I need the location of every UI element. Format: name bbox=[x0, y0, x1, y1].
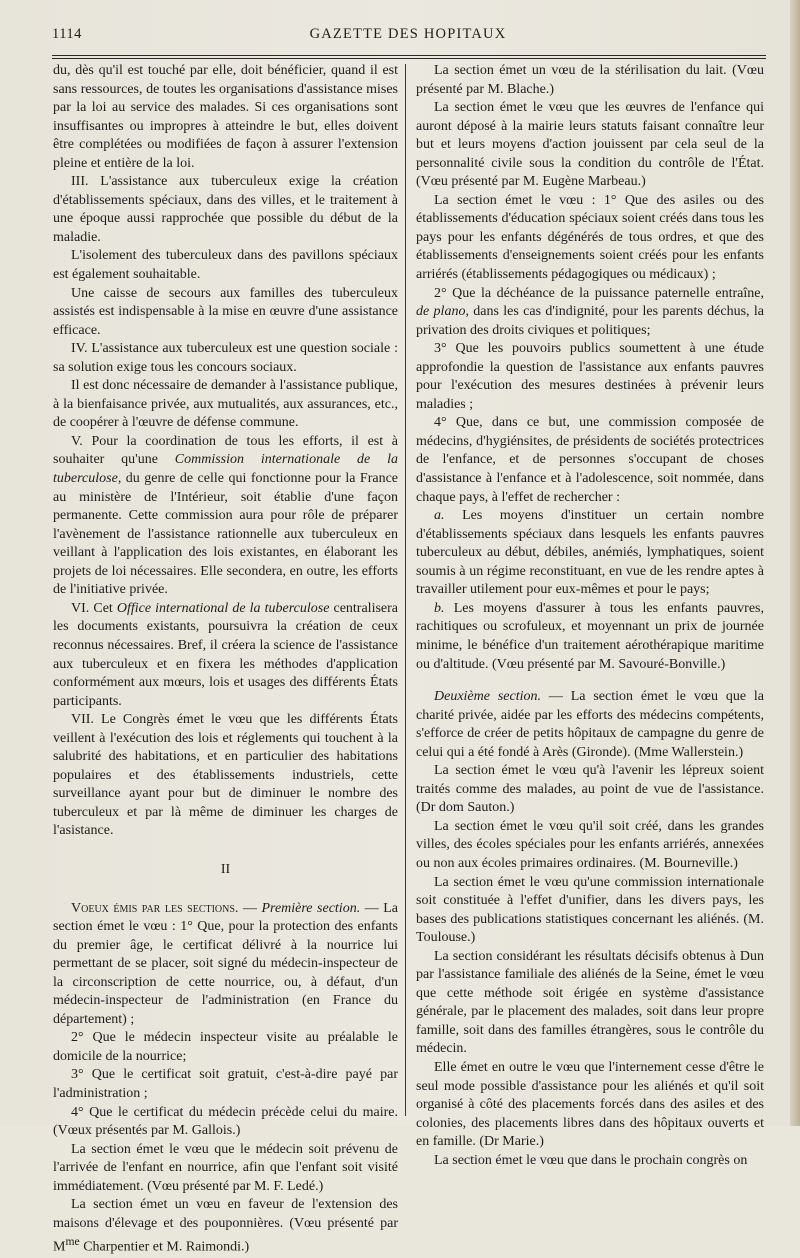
paragraph: b. Les moyens d'assurer à tous les enfants pauvres, rachitiques ou scrofuleux, et moyennant un prix de journée minime, le bénéfice d'un traitement aérothérapique maritime ou d'altitude. (Vœu présenté par M. Savouré-Bonville.) bbox=[416, 600, 764, 672]
paragraph: du, dès qu'il est touché par elle, doit bénéficier, quand il est sans ressources, de toutes les organisations d'assistance mises par la loi au service des malades. Si ces organisations sont insuffisantes ou impropres à atteindre le but, elles doivent être complétées ou modifiées de façon à assurer l'extension pleine et entière de la loi. bbox=[53, 63, 398, 171]
italic-text: Première section. bbox=[261, 900, 361, 916]
italic-text: b. bbox=[434, 600, 445, 616]
paragraph: VII. Le Congrès émet le vœu que les différents États veillent à l'exécution des lois et réglements qui touchent à la salubrité des habitations, et en particulier des habitations populaires et des établissements industriels, cette surveillance ayant pour but de diminuer le nombre des tuberculeux et par là même de diminuer les charges de l'asistance. bbox=[53, 712, 398, 839]
paragraph: La section considérant les résultats décisifs obtenus à Dun par l'assistance familiale des aliénés de la Seine, émet le vœu que cette méthode soit érigée en système d'assistance générale, par le placement des malades, soit dans leur propre famille, soit dans des familles étrangères, sous le contrôle du médecin. bbox=[416, 948, 764, 1057]
paragraph: La section émet un vœu de la stérilisation du lait. (Vœu présenté par M. Blache.) bbox=[416, 63, 764, 97]
paragraph: Une caisse de secours aux familles des tuberculeux assistés est indispensable à la mise en œuvre d'une assistance efficace. bbox=[53, 285, 398, 338]
superscript: me bbox=[65, 1235, 80, 1249]
header-rule-double bbox=[52, 58, 766, 59]
italic-text: Office international de la tuberculose bbox=[116, 600, 330, 616]
left-column bbox=[53, 62, 398, 1258]
paragraph: III. L'assistance aux tuberculeux exige la création d'établissements spéciaux, dans des villes, et le traitement à une époque aussi rapprochée que possible du début de la maladie. bbox=[53, 174, 398, 245]
paragraph: Elle émet en outre le vœu que l'internement cesse d'être le seul mode possible d'assistance pour les aliénés et qu'il soit organisé à côté des placements forcés dans des asiles et des colonies, des placements libres dans des hôpitaux ouverts et en famille. (Dr Marie.) bbox=[416, 1059, 764, 1150]
section-spacer bbox=[416, 674, 764, 688]
paragraph: La section émet le vœu que les œuvres de l'enfance qui auront déposé à la mairie leurs statuts faisant connaître leur but et leurs moyens d'action jouissent par cela seul de la personnalité civile sous la condition du contrôle de l'État. (Vœu présenté par M. Eugène Marbeau.) bbox=[416, 100, 764, 190]
running-title: GAZETTE DES HOPITAUX bbox=[309, 26, 507, 42]
paragraph: La section émet le vœu qu'à l'avenir les lépreux soient traités comme des malades, au point de vue de l'assistance. (Dr dom Sauton.) bbox=[416, 763, 764, 816]
paragraph: Voeux émis par les sections. — Première section. — La section émet le vœu : 1° Que, pour la protection des enfants du premier âge, le certificat délivré à la nourrice lui permettant de se placer, soit signé du médecin-inspecteur de la circonscription de cette nourrice, ou, à défaut, d'un médecin-inspecteur de l'administration (en France du département) ; bbox=[53, 900, 398, 1027]
header-rule bbox=[52, 55, 766, 56]
paragraph: 3° Que le certificat soit gratuit, c'est-à-dire payé par l'administration ; bbox=[53, 1067, 398, 1101]
small-caps-heading: Voeux émis par les sections. bbox=[71, 900, 239, 916]
paragraph: La section émet le vœu que dans le prochain congrès on bbox=[434, 1152, 748, 1168]
paragraph: La section émet le vœu : 1° Que des asiles ou des établissements d'éducation spéciaux soient créés dans tous les pays pour les enfants dégénérés de tous ordres, et que des établissements d'enseignements soient créés pour les enfants arriérés (établissements pédagogiques ou médicaux) ; bbox=[416, 192, 764, 283]
paragraph: Deuxième section. — La section émet le vœu que la charité privée, aidée par les efforts des médecins compétents, s'efforce de créer de petits hôpitaux de campagne du genre de celui qui a été fondé à Arès (Gironde). (Mme Wallerstein.) bbox=[416, 689, 764, 760]
section-heading: II bbox=[220, 861, 231, 877]
paragraph: L'isolement des tuberculeux dans des pavillons spéciaux est également souhaitable. bbox=[53, 248, 398, 283]
right-column bbox=[416, 62, 764, 1170]
italic-text: de plano bbox=[416, 304, 466, 320]
italic-text: Commission internationale de la tuberculose bbox=[53, 452, 398, 487]
page-number: 1114 bbox=[52, 26, 82, 42]
paragraph: 2° Que le médecin inspecteur visite au préalable le domicile de la nourrice; bbox=[53, 1030, 398, 1064]
paragraph: La section émet le vœu qu'une commission internationale soit constituée à l'effet d'unifier, dans les divers pays, les bases des publications statistiques concernant les aliénés. (M. Toulouse.) bbox=[416, 874, 764, 946]
paragraph: 3° Que les pouvoirs publics soumettent à une étude approfondie la question de l'assistance aux enfants pauvres pour l'exécution des mesures destinées à prévenir leurs maladies ; bbox=[416, 341, 764, 412]
italic-text: a. bbox=[434, 508, 445, 524]
page-edge-shadow bbox=[790, 0, 800, 1126]
paragraph: 4° Que le certificat du médecin précède celui du maire. (Vœux présentés par M. Gallois.) bbox=[53, 1104, 398, 1139]
italic-text: Deuxième section. bbox=[434, 689, 541, 705]
paragraph: La section émet le vœu que le médecin soit prévenu de l'arrivée de l'enfant en nourrice, afin que l'enfant soit visité immédiatement. (Vœu présenté par M. F. Ledé.) bbox=[53, 1141, 398, 1194]
paragraph: IV. L'assistance aux tuberculeux est une question sociale : sa solution exige tous les concours sociaux. bbox=[53, 341, 398, 375]
page-header bbox=[52, 26, 764, 50]
paragraph: a. Les moyens d'instituer un certain nombre d'établissements spéciaux dans lesquels les enfants pauvres tuberculeux au début, débiles, anémiés, lymphatiques, soient soumis à un régime reconstituant, en vue de les rendre aptes à travailler utilement pour eux-mêmes et pour le pays; bbox=[416, 508, 764, 598]
paragraph: V. Pour la coordination de tous les efforts, il est à souhaiter qu'une Commission internationale de la tuberculose, du genre de celle qui fonctionne pour la France au ministère de l'Intérieur, soit établie d'une façon permanente. Cette commission aura pour rôle de préparer l'avènement de l'assistance rationnelle aux tuberculeux en veillant à l'application des lois existantes, en élaborant les projets de loi nécessaires. Elle secondera, en outre, les efforts de l'initiative privée. bbox=[53, 433, 398, 598]
paragraph: VI. Cet Office international de la tuberculose centralisera les documents existants, poursuivra la création de ceux reconnus nécessaires. Bref, il créera la science de l'assistance aux tuberculeux et en fixera les méthodes d'application conformément aux mœurs, lois et usages des différents États participants. bbox=[53, 600, 398, 709]
paragraph: 4° Que, dans ce but, une commission composée de médecins, d'hygiénsites, de présidents de sociétés protectrices de l'enfance, et de personnes s'occupant de choses d'assistance à l'enfance et à l'adolescence, soit nommée, dans chaque pays, à l'effet de rechercher : bbox=[416, 415, 764, 505]
paragraph: Il est donc nécessaire de demander à l'assistance publique, à la bienfaisance privée, aux mutualités, aux assurances, etc., de coopérer à l'œuvre de défense commune. bbox=[53, 378, 398, 431]
paragraph: 2° Que la déchéance de la puissance paternelle entraîne, de plano, dans les cas d'indignité, pour les parents déchus, la privation des droits civiques et politiques; bbox=[416, 285, 764, 338]
paragraph: La section émet un vœu en faveur de l'extension des maisons d'élevage et des pouponnières. (Vœu présenté par $M^{me}$ Charpentier et M. Raimondi.) bbox=[53, 1197, 398, 1256]
column-divider bbox=[405, 64, 406, 1116]
paragraph: La section émet le vœu qu'il soit créé, dans les grandes villes, des écoles spéciales pour les enfants arriérés, annexées ou non aux écoles primaires ordinaires. (M. Bourneville.) bbox=[416, 818, 764, 871]
